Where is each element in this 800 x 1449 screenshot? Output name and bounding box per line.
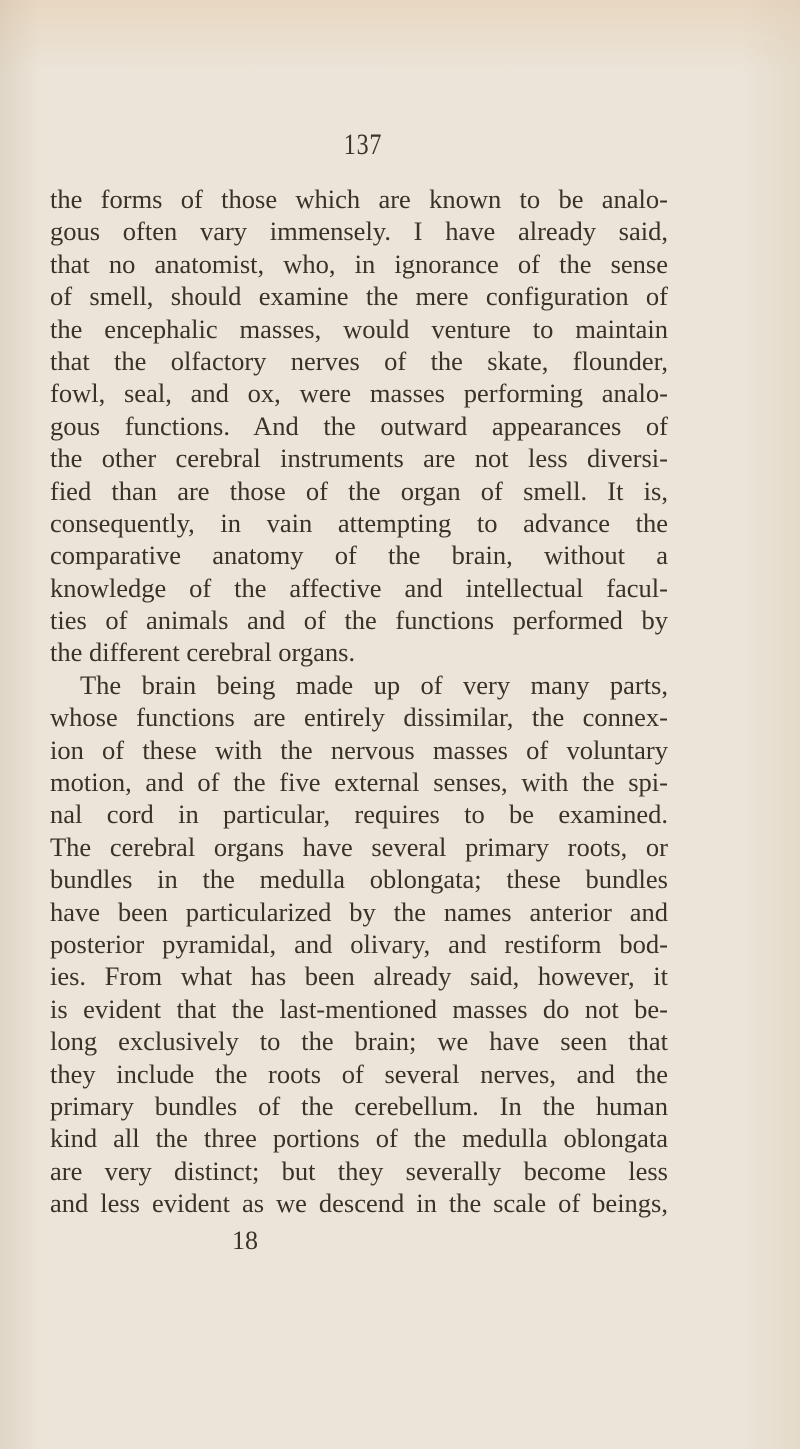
text-line: consequently, in vain attempting to advance the	[50, 507, 668, 538]
text-line: bundles in the medulla oblongata; these bundles	[50, 864, 668, 895]
text-line: posterior pyramidal, and olivary, and restiform bod-	[50, 928, 668, 959]
paragraph-2	[50, 669, 668, 1220]
text-line: fowl, seal, and ox, were masses performing analo-	[50, 378, 668, 409]
text-line: of smell, should examine the mere configuration of	[50, 281, 668, 312]
body-text	[50, 183, 668, 1220]
text-line: The cerebral organs have several primary roots, or	[50, 831, 668, 862]
text-line: ties of animals and of the functions performed by	[50, 605, 668, 636]
text-line: nal cord in particular, requires to be examined.	[50, 799, 668, 830]
signature-mark: 18	[232, 1226, 258, 1255]
text-line: long exclusively to the brain; we have seen that	[50, 1026, 668, 1057]
text-line: knowledge of the affective and intellectual facul-	[50, 572, 668, 603]
text-line: have been particularized by the names anterior and	[50, 896, 668, 927]
text-line: the other cerebral instruments are not less diversi-	[50, 443, 668, 474]
text-line: whose functions are entirely dissimilar, the connex-	[50, 702, 668, 733]
text-line: kind all the three portions of the medulla oblongata	[50, 1123, 668, 1154]
text-line: fied than are those of the organ of smell. It is,	[50, 475, 668, 506]
text-line: comparative anatomy of the brain, without a	[50, 540, 668, 571]
paragraph-1	[50, 183, 668, 669]
text-line: The brain being made up of very many parts,	[80, 669, 668, 700]
text-line: ion of these with the nervous masses of voluntary	[50, 734, 668, 765]
text-line: primary bundles of the cerebellum. In the human	[50, 1090, 668, 1121]
text-line: that the olfactory nerves of the skate, flounder,	[50, 345, 668, 376]
text-line: are very distinct; but they severally become less	[50, 1155, 668, 1186]
text-line: gous often vary immensely. I have already said,	[50, 216, 668, 247]
text-line: that no anatomist, who, in ignorance of the sense	[50, 248, 668, 279]
text-line: gous functions. And the outward appearances of	[50, 410, 668, 441]
text-line: the different cerebral organs.	[50, 637, 356, 668]
page-number: 137	[343, 128, 383, 161]
text-line: the encephalic masses, would venture to maintain	[50, 313, 668, 344]
text-line: motion, and of the five external senses, with the spi-	[50, 767, 668, 798]
text-line: and less evident as we descend in the scale of beings,	[50, 1188, 668, 1219]
text-line: is evident that the last-mentioned masses do not be-	[50, 993, 668, 1024]
text-line: the forms of those which are known to be analo-	[50, 184, 668, 214]
text-line: they include the roots of several nerves, and the	[50, 1058, 668, 1089]
text-line: ies. From what has been already said, however, it	[50, 961, 668, 992]
